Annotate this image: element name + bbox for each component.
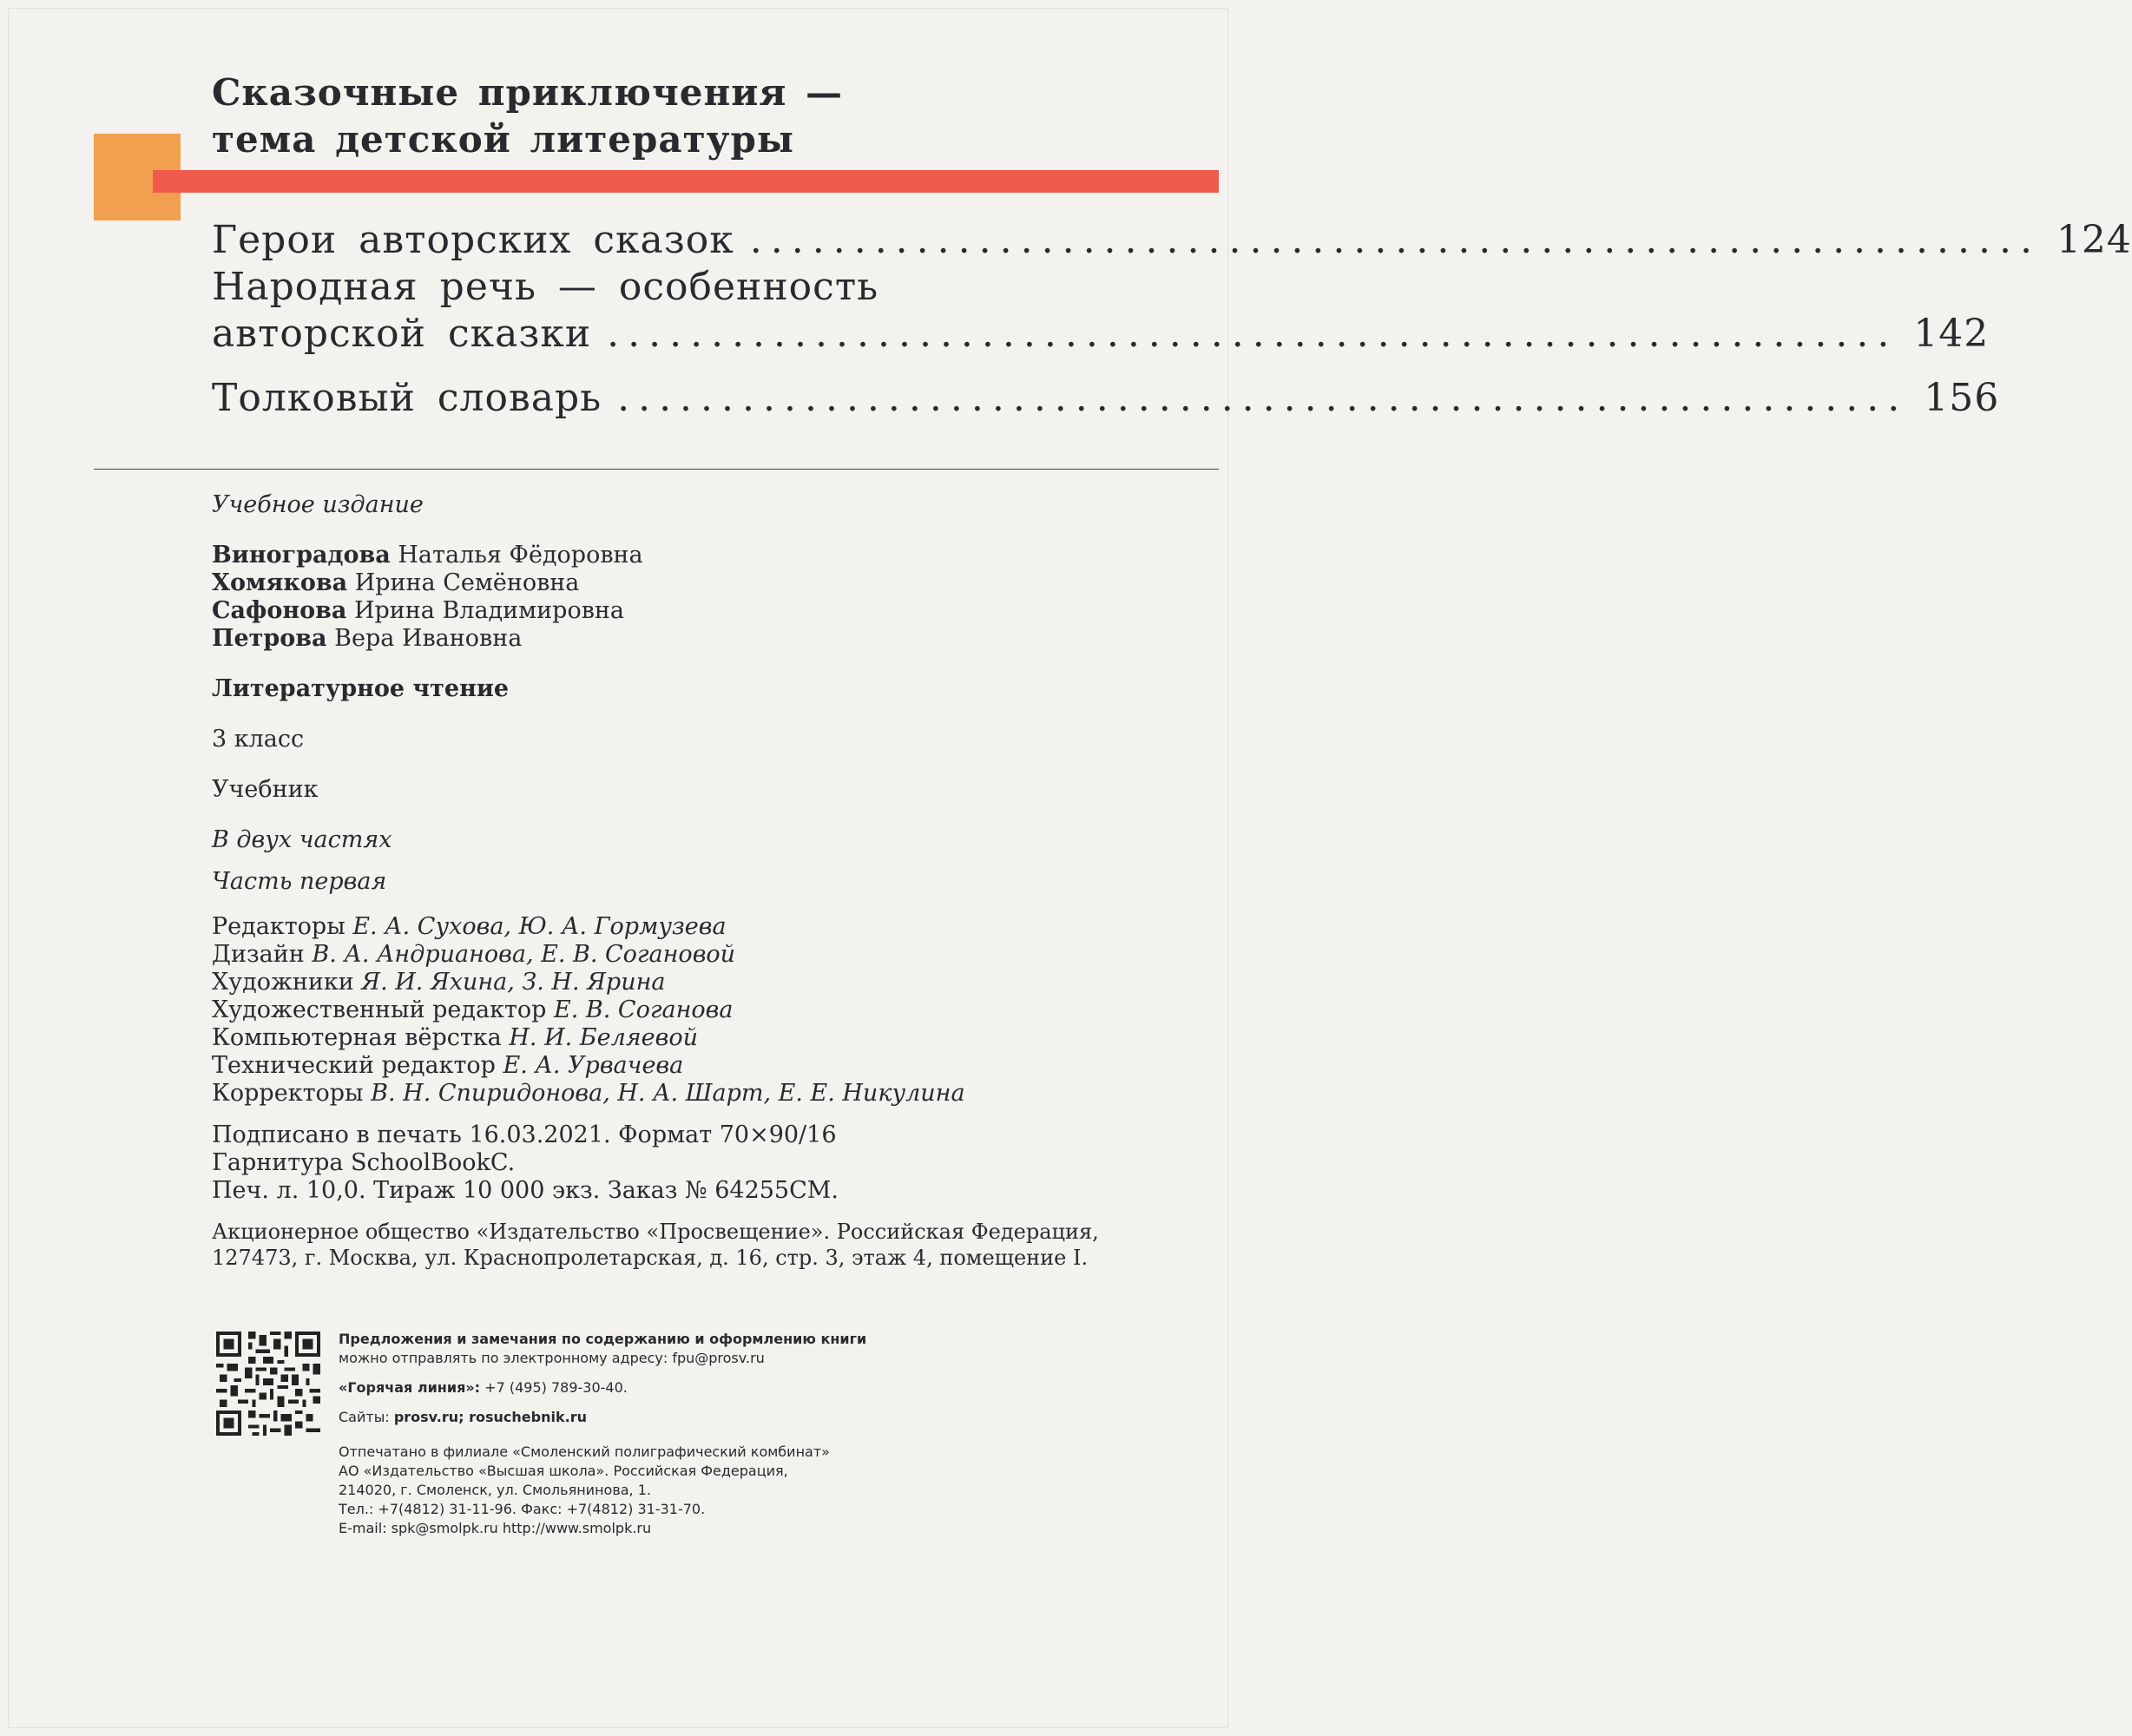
credit-line: Художественный редактор Е. В. Соганова — [212, 996, 734, 1023]
toc-entry[interactable] — [212, 264, 1990, 358]
toc-entry-title: Народная речь — особенность — [212, 265, 879, 309]
credit-line: Редакторы Е. А. Сухова, Ю. А. Гормузева — [212, 913, 727, 940]
parts-count: В двух частях — [212, 826, 392, 853]
grade: 3 класс — [212, 726, 305, 753]
toc-leader-dots: .............................................................. — [607, 312, 1898, 356]
table-of-contents — [212, 217, 2132, 422]
feedback-title: Предложения и замечания по содержанию и оформлению книги — [339, 1331, 867, 1347]
print-details — [212, 1121, 1210, 1205]
part-number: Часть первая — [212, 868, 387, 895]
toc-entry-page: 156 — [1924, 376, 2000, 420]
credit-line: Художники Я. И. Яхина, З. Н. Ярина — [212, 969, 666, 996]
toc-entry[interactable] — [212, 375, 2000, 422]
printer-line: Отпечатано в филиале «Смоленский полиграфический комбинат» — [339, 1443, 830, 1460]
author: Петрова Вера Ивановна — [212, 625, 523, 652]
printer-line: E-mail: spk@smolpk.ru http://www.smolpk.ru — [339, 1520, 652, 1536]
toc-leader-dots: .............................................................. — [749, 218, 2041, 262]
credit-line: Корректоры В. Н. Спиридонова, Н. А. Шарт, Е. Е. Никулина — [212, 1080, 965, 1107]
sites: Сайты: prosv.ru; rosuchebnik.ru — [339, 1409, 587, 1425]
edition-type: Учебное издание — [212, 491, 424, 518]
publisher-info — [212, 1219, 1210, 1271]
toc-entry-page: 124 — [2056, 218, 2132, 262]
toc-entry-page: 142 — [1913, 312, 1990, 356]
printer-info — [339, 1443, 1207, 1538]
hotline-phone[interactable]: +7 (495) 789-30-40. — [484, 1379, 628, 1396]
authors-list — [212, 542, 1210, 653]
contact-info — [339, 1330, 1207, 1538]
credit-line: Дизайн В. А. Андрианова, Е. В. Согановой — [212, 941, 736, 968]
qr-code-icon — [215, 1332, 321, 1436]
toc-leader-dots: .............................................................. — [617, 376, 1909, 420]
credit-line: Компьютерная вёрстка Н. И. Беляевой — [212, 1024, 699, 1051]
print-line: Подписано в печать 16.03.2021. Формат 70×90/16 — [212, 1121, 837, 1148]
sites-links[interactable]: prosv.ru; rosuchebnik.ru — [393, 1409, 587, 1425]
section-title — [212, 69, 843, 163]
feedback-text: можно отправлять по электронному адресу: fpu@prosv.ru — [339, 1350, 765, 1366]
author: Сафонова Ирина Владимировна — [212, 597, 625, 624]
book-title: Литературное чтение — [212, 675, 510, 702]
author: Хомякова Ирина Семёновна — [212, 569, 580, 596]
book-kind: Учебник — [212, 776, 319, 803]
author: Виноградова Наталья Фёдоровна — [212, 542, 643, 569]
print-line: Гарнитура SchoolBookC. — [212, 1149, 516, 1176]
print-line: Печ. л. 10,0. Тираж 10 000 экз. Заказ № 64255СМ. — [212, 1177, 839, 1204]
publisher-line: 127473, г. Москва, ул. Краснопролетарская, д. 16, стр. 3, этаж 4, помещение I. — [212, 1246, 1089, 1270]
printer-line: Тел.: +7(4812) 31-11-96. Факс: +7(4812) 31-31-70. — [339, 1501, 706, 1517]
credit-line: Технический редактор Е. А. Урвачева — [212, 1052, 684, 1079]
credits-list — [212, 913, 1210, 1108]
feedback-email-link[interactable]: fpu@prosv.ru — [672, 1350, 765, 1366]
section-title-line1: Сказочные приключения — — [212, 71, 843, 114]
imprint — [212, 491, 1210, 1271]
book-page — [9, 9, 2132, 1727]
toc-entry-title-cont: авторской сказки — [212, 312, 592, 356]
printer-line: 214020, г. Смоленск, ул. Смольянинова, 1. — [339, 1482, 651, 1498]
divider — [94, 469, 1219, 470]
section-red-bar — [153, 170, 1219, 193]
hotline: «Горячая линия»: +7 (495) 789-30-40. — [339, 1379, 628, 1396]
section-title-line2: тема детской литературы — [212, 118, 794, 161]
publisher-line: Акционерное общество «Издательство «Просвещение». Российская Федерация, — [212, 1220, 1099, 1244]
toc-entry-title: Герои авторских сказок — [212, 218, 734, 262]
toc-entry-title: Толковый словарь — [212, 376, 602, 420]
toc-entry[interactable] — [212, 217, 2132, 264]
printer-line: АО «Издательство «Высшая школа». Российская Федерация, — [339, 1463, 788, 1479]
